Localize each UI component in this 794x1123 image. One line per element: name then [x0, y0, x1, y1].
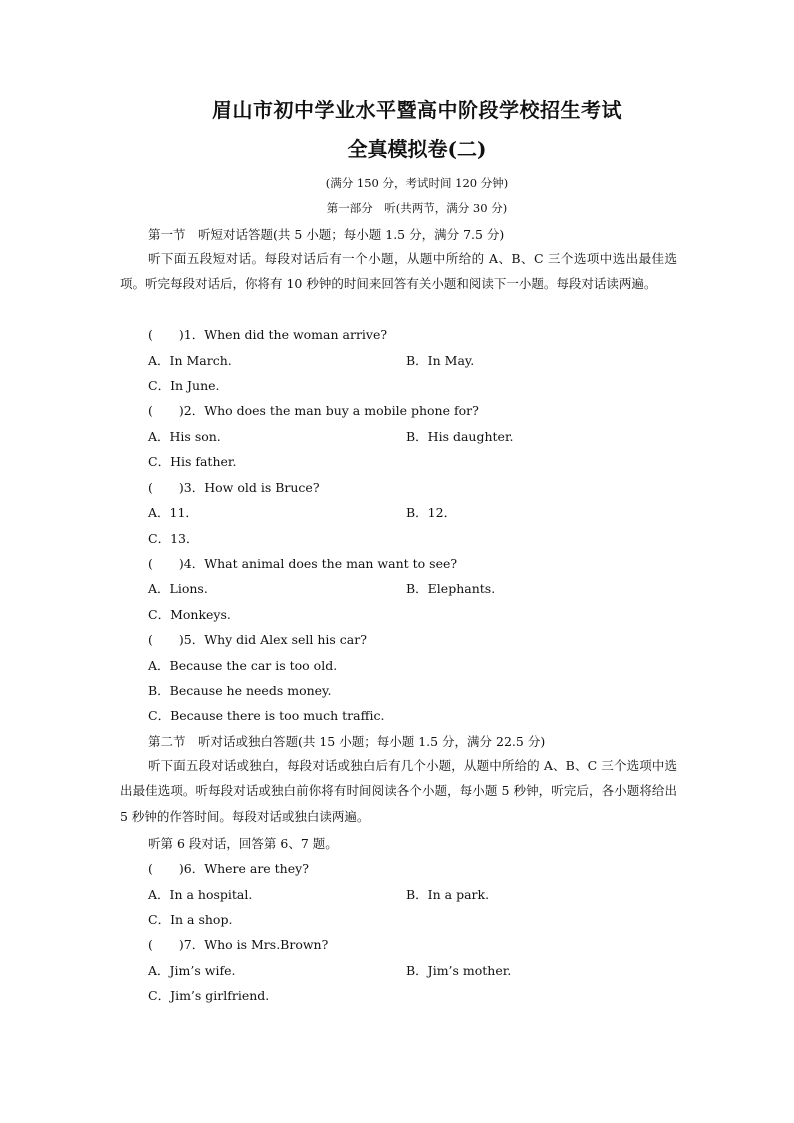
option-b: B．Because he needs money. — [148, 683, 332, 698]
question-7 — [148, 936, 328, 954]
option-b: B．In a park. — [406, 887, 490, 902]
question-3 — [148, 479, 320, 497]
option-c: C．Monkeys. — [148, 607, 231, 622]
question-stem: )5．Why did Alex sell his car? — [178, 632, 367, 647]
option-b: B．Jim’s mother. — [406, 963, 512, 978]
question-stem: )7．Who is Mrs.Brown? — [178, 937, 329, 952]
answer-paren: ( — [148, 937, 153, 952]
question-2 — [148, 402, 479, 420]
option-a: A．In March. — [148, 353, 232, 368]
answer-paren: ( — [148, 403, 153, 418]
section1-heading: 第一节 听短对话答题(共 5 小题；每小题 1.5 分，满分 7.5 分) — [148, 227, 505, 242]
section2-instructions: 听下面五段对话或独白，每段对话或独白后有几个小题，从题中所给的 A、B、C 三个选项中选出最佳选项。听每段对话或独白前你将有时间阅读各个小题，每小题 5 秒钟，听完后，各小题将给出 5 秒钟的作答时间。每段对话或独白读两遍。 — [120, 758, 677, 824]
question-stem: )1．When did the woman arrive? — [178, 327, 388, 342]
option-a: A．11． — [148, 505, 198, 520]
option-a: A．His son. — [148, 429, 221, 444]
question-4 — [148, 555, 457, 573]
option-c: C．His father. — [148, 454, 237, 469]
section1-instructions: 听下面五段短对话。每段对话后有一个小题，从题中所给的 A、B、C 三个选项中选出最佳选项。听完每段对话后，你将有 10 秒钟的时间来回答有关小题和阅读下一小题。每段对话读两遍。 — [120, 251, 677, 292]
answer-paren: ( — [148, 861, 153, 876]
question-stem: )4．What animal does the man want to see? — [178, 556, 458, 571]
option-b: B．Elephants. — [406, 581, 496, 596]
option-a: A．Jim’s wife. — [148, 963, 236, 978]
option-a: A．Because the car is too old. — [148, 658, 338, 673]
option-b: B．In May. — [406, 353, 475, 368]
exam-info: (满分 150 分，考试时间 120 分钟) — [325, 176, 509, 190]
option-c: C．Jim’s girlfriend. — [148, 988, 270, 1003]
option-b: B．His daughter. — [406, 429, 514, 444]
answer-paren: ( — [148, 556, 153, 571]
question-stem: )2．Who does the man buy a mobile phone for? — [178, 403, 479, 418]
question-stem: )6．Where are they? — [178, 861, 309, 876]
option-c: C．13． — [148, 531, 199, 546]
answer-paren: ( — [148, 480, 153, 495]
answer-paren: ( — [148, 632, 153, 647]
answer-paren: ( — [148, 327, 153, 342]
option-a: A．Lions. — [148, 581, 208, 596]
option-c: C．Because there is too much traffic. — [148, 708, 385, 723]
question-1 — [148, 326, 387, 344]
option-c: C．In a shop. — [148, 912, 233, 927]
question-stem: )3．How old is Bruce? — [178, 480, 320, 495]
question-6 — [148, 860, 309, 878]
option-c: C．In June. — [148, 378, 220, 393]
option-a: A．In a hospital. — [148, 887, 253, 902]
exam-subtitle: 全真模拟卷(二) — [347, 137, 487, 161]
section2-heading: 第二节 听对话或独白答题(共 15 小题；每小题 1.5 分，满分 22.5 分) — [148, 734, 546, 749]
part-title: 第一部分 听(共两节，满分 30 分) — [326, 201, 508, 215]
dialog-note: 听第 6 段对话，回答第 6、7 题。 — [148, 836, 338, 851]
question-5 — [148, 631, 367, 649]
option-b: B．12． — [406, 505, 457, 520]
exam-title: 眉山市初中学业水平暨高中阶段学校招生考试 — [212, 98, 622, 122]
